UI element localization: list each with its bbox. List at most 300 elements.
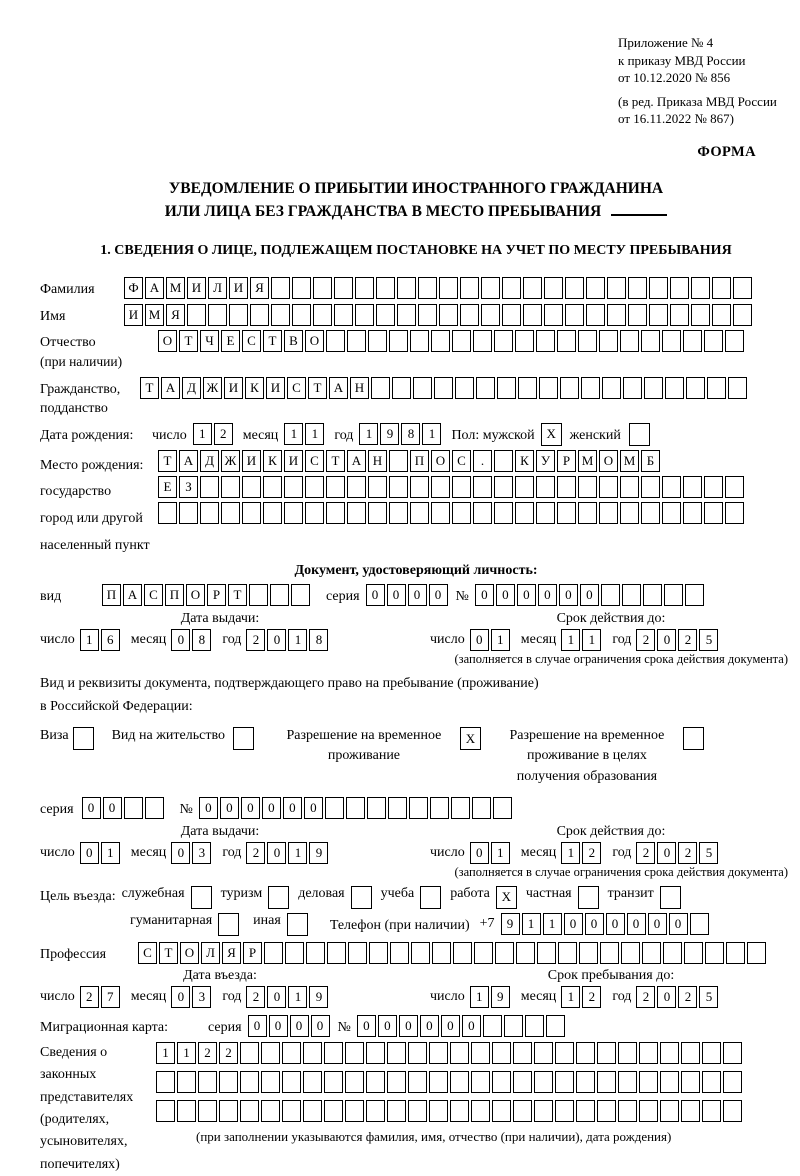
char-cell[interactable] (291, 584, 310, 606)
char-cell[interactable]: 2 (80, 986, 99, 1008)
char-cell[interactable] (324, 1071, 343, 1093)
char-cell[interactable]: 0 (387, 584, 406, 606)
char-cell[interactable] (418, 277, 437, 299)
char-cell[interactable]: 0 (241, 797, 260, 819)
char-cell[interactable]: 1 (470, 986, 489, 1008)
char-cell[interactable] (723, 1071, 742, 1093)
char-cell[interactable]: 1 (177, 1042, 196, 1064)
char-cell[interactable] (368, 330, 387, 352)
char-cell[interactable]: И (266, 377, 285, 399)
char-cell[interactable] (177, 1100, 196, 1122)
char-cell[interactable]: 0 (627, 913, 646, 935)
char-cell[interactable] (536, 330, 555, 352)
char-cell[interactable] (198, 1100, 217, 1122)
char-cell[interactable]: И (284, 450, 303, 472)
char-cell[interactable] (644, 377, 663, 399)
char-cell[interactable] (473, 502, 492, 524)
char-cell[interactable]: 0 (269, 1015, 288, 1037)
char-cell[interactable] (641, 330, 660, 352)
char-cell[interactable]: Ж (203, 377, 222, 399)
char-cell[interactable]: 0 (408, 584, 427, 606)
char-cell[interactable]: 0 (220, 797, 239, 819)
char-cell[interactable] (410, 476, 429, 498)
char-cell[interactable]: Р (207, 584, 226, 606)
char-cell[interactable] (578, 476, 597, 498)
char-cell[interactable] (376, 277, 395, 299)
char-cell[interactable] (639, 1100, 658, 1122)
char-cell[interactable] (313, 304, 332, 326)
char-cell[interactable]: 2 (246, 629, 265, 651)
char-cell[interactable] (366, 1042, 385, 1064)
char-cell[interactable] (345, 1100, 364, 1122)
char-cell[interactable] (326, 502, 345, 524)
char-cell[interactable] (599, 330, 618, 352)
char-cell[interactable] (663, 942, 682, 964)
char-cell[interactable] (410, 330, 429, 352)
char-cell[interactable]: 1 (305, 423, 324, 445)
char-cell[interactable]: Н (368, 450, 387, 472)
char-cell[interactable] (660, 1071, 679, 1093)
char-cell[interactable] (261, 1042, 280, 1064)
char-cell[interactable]: 0 (283, 797, 302, 819)
char-cell[interactable]: 0 (267, 629, 286, 651)
char-cell[interactable] (544, 304, 563, 326)
char-cell[interactable]: З (179, 476, 198, 498)
char-cell[interactable]: 1 (561, 629, 580, 651)
char-cell[interactable]: 8 (192, 629, 211, 651)
char-cell[interactable]: М (166, 277, 185, 299)
char-cell[interactable] (408, 1071, 427, 1093)
char-cell[interactable] (452, 476, 471, 498)
checkbox-transit[interactable] (660, 886, 681, 909)
char-cell[interactable]: Р (243, 942, 262, 964)
char-cell[interactable] (513, 1071, 532, 1093)
char-cell[interactable]: 0 (462, 1015, 481, 1037)
char-cell[interactable]: 5 (699, 842, 718, 864)
char-cell[interactable] (495, 942, 514, 964)
char-cell[interactable] (345, 1042, 364, 1064)
char-cell[interactable] (681, 1071, 700, 1093)
char-cell[interactable]: 0 (470, 842, 489, 864)
char-cell[interactable]: М (578, 450, 597, 472)
char-cell[interactable] (429, 1100, 448, 1122)
char-cell[interactable]: А (329, 377, 348, 399)
char-cell[interactable]: Ч (200, 330, 219, 352)
char-cell[interactable] (219, 1100, 238, 1122)
char-cell[interactable] (450, 1071, 469, 1093)
char-cell[interactable]: 1 (561, 842, 580, 864)
char-cell[interactable] (471, 1071, 490, 1093)
char-cell[interactable]: 2 (582, 986, 601, 1008)
char-cell[interactable] (305, 476, 324, 498)
char-cell[interactable] (303, 1042, 322, 1064)
char-cell[interactable]: 0 (103, 797, 122, 819)
char-cell[interactable] (347, 330, 366, 352)
char-cell[interactable] (513, 1100, 532, 1122)
char-cell[interactable] (515, 502, 534, 524)
char-cell[interactable] (725, 502, 744, 524)
char-cell[interactable]: И (187, 277, 206, 299)
char-cell[interactable] (518, 377, 537, 399)
char-cell[interactable]: 2 (678, 842, 697, 864)
char-cell[interactable]: 0 (606, 913, 625, 935)
char-cell[interactable] (471, 1042, 490, 1064)
char-cell[interactable]: Е (221, 330, 240, 352)
char-cell[interactable]: М (145, 304, 164, 326)
char-cell[interactable] (681, 1100, 700, 1122)
char-cell[interactable] (292, 277, 311, 299)
char-cell[interactable]: 1 (561, 986, 580, 1008)
char-cell[interactable]: 2 (636, 629, 655, 651)
char-cell[interactable] (555, 1100, 574, 1122)
char-cell[interactable]: 0 (648, 913, 667, 935)
char-cell[interactable]: 0 (357, 1015, 376, 1037)
char-cell[interactable] (326, 476, 345, 498)
checkbox-temporary-residence[interactable]: X (460, 727, 481, 750)
char-cell[interactable]: 0 (366, 584, 385, 606)
char-cell[interactable]: 1 (101, 842, 120, 864)
char-cell[interactable] (702, 1071, 721, 1093)
char-cell[interactable] (179, 502, 198, 524)
char-cell[interactable] (453, 942, 472, 964)
char-cell[interactable]: С (242, 330, 261, 352)
char-cell[interactable]: Р (557, 450, 576, 472)
char-cell[interactable] (597, 1071, 616, 1093)
char-cell[interactable]: А (347, 450, 366, 472)
char-cell[interactable] (601, 584, 620, 606)
char-cell[interactable] (282, 1071, 301, 1093)
char-cell[interactable] (643, 584, 662, 606)
char-cell[interactable]: 0 (304, 797, 323, 819)
char-cell[interactable] (282, 1100, 301, 1122)
char-cell[interactable] (334, 304, 353, 326)
char-cell[interactable] (685, 584, 704, 606)
char-cell[interactable]: 2 (678, 986, 697, 1008)
char-cell[interactable] (187, 304, 206, 326)
char-cell[interactable] (670, 304, 689, 326)
char-cell[interactable] (242, 476, 261, 498)
char-cell[interactable]: 0 (669, 913, 688, 935)
char-cell[interactable]: 1 (288, 629, 307, 651)
char-cell[interactable]: 0 (267, 842, 286, 864)
char-cell[interactable]: 3 (192, 842, 211, 864)
char-cell[interactable] (704, 502, 723, 524)
char-cell[interactable] (539, 377, 558, 399)
char-cell[interactable] (639, 1042, 658, 1064)
char-cell[interactable] (555, 1042, 574, 1064)
char-cell[interactable] (599, 502, 618, 524)
char-cell[interactable] (471, 1100, 490, 1122)
char-cell[interactable]: 0 (429, 584, 448, 606)
char-cell[interactable]: Т (228, 584, 247, 606)
char-cell[interactable]: Т (263, 330, 282, 352)
char-cell[interactable]: 9 (501, 913, 520, 935)
char-cell[interactable] (525, 1015, 544, 1037)
char-cell[interactable] (271, 304, 290, 326)
char-cell[interactable] (620, 476, 639, 498)
char-cell[interactable] (618, 1071, 637, 1093)
char-cell[interactable] (726, 942, 745, 964)
checkbox-official[interactable] (191, 886, 212, 909)
char-cell[interactable] (725, 330, 744, 352)
char-cell[interactable]: Л (208, 277, 227, 299)
char-cell[interactable] (581, 377, 600, 399)
char-cell[interactable] (599, 476, 618, 498)
char-cell[interactable] (285, 942, 304, 964)
char-cell[interactable]: И (124, 304, 143, 326)
char-cell[interactable] (397, 277, 416, 299)
char-cell[interactable]: 0 (80, 842, 99, 864)
char-cell[interactable]: 1 (80, 629, 99, 651)
char-cell[interactable]: 0 (82, 797, 101, 819)
char-cell[interactable] (607, 304, 626, 326)
char-cell[interactable] (576, 1071, 595, 1093)
char-cell[interactable] (124, 797, 143, 819)
checkbox-private[interactable] (578, 886, 599, 909)
char-cell[interactable] (355, 277, 374, 299)
char-cell[interactable] (733, 304, 752, 326)
char-cell[interactable] (305, 502, 324, 524)
char-cell[interactable] (620, 502, 639, 524)
char-cell[interactable]: Я (166, 304, 185, 326)
char-cell[interactable]: 1 (522, 913, 541, 935)
char-cell[interactable] (641, 476, 660, 498)
char-cell[interactable] (263, 502, 282, 524)
char-cell[interactable] (607, 277, 626, 299)
char-cell[interactable]: 1 (284, 423, 303, 445)
char-cell[interactable]: 1 (193, 423, 212, 445)
char-cell[interactable] (483, 1015, 502, 1037)
char-cell[interactable] (306, 942, 325, 964)
char-cell[interactable] (618, 1042, 637, 1064)
char-cell[interactable]: 0 (420, 1015, 439, 1037)
char-cell[interactable] (430, 797, 449, 819)
char-cell[interactable]: 1 (288, 842, 307, 864)
char-cell[interactable] (221, 476, 240, 498)
char-cell[interactable]: О (305, 330, 324, 352)
char-cell[interactable]: Т (158, 450, 177, 472)
char-cell[interactable]: . (473, 450, 492, 472)
char-cell[interactable] (684, 942, 703, 964)
char-cell[interactable]: 8 (309, 629, 328, 651)
char-cell[interactable] (460, 277, 479, 299)
char-cell[interactable] (702, 1042, 721, 1064)
char-cell[interactable]: А (179, 450, 198, 472)
char-cell[interactable] (429, 1071, 448, 1093)
char-cell[interactable] (642, 942, 661, 964)
char-cell[interactable] (284, 502, 303, 524)
char-cell[interactable] (324, 1100, 343, 1122)
char-cell[interactable] (628, 277, 647, 299)
char-cell[interactable] (397, 304, 416, 326)
char-cell[interactable] (368, 476, 387, 498)
char-cell[interactable]: П (102, 584, 121, 606)
char-cell[interactable] (450, 1042, 469, 1064)
char-cell[interactable] (597, 1042, 616, 1064)
char-cell[interactable] (326, 330, 345, 352)
checkbox-visa[interactable] (73, 727, 94, 750)
char-cell[interactable] (597, 1100, 616, 1122)
char-cell[interactable] (368, 502, 387, 524)
char-cell[interactable]: Л (201, 942, 220, 964)
char-cell[interactable]: П (165, 584, 184, 606)
char-cell[interactable]: 2 (246, 842, 265, 864)
char-cell[interactable] (476, 377, 495, 399)
char-cell[interactable]: 0 (517, 584, 536, 606)
char-cell[interactable]: 0 (171, 986, 190, 1008)
char-cell[interactable] (690, 913, 709, 935)
char-cell[interactable] (472, 797, 491, 819)
char-cell[interactable]: Д (200, 450, 219, 472)
char-cell[interactable]: 2 (636, 986, 655, 1008)
char-cell[interactable]: А (123, 584, 142, 606)
char-cell[interactable]: Е (158, 476, 177, 498)
char-cell[interactable] (303, 1071, 322, 1093)
char-cell[interactable] (670, 277, 689, 299)
char-cell[interactable]: 1 (543, 913, 562, 935)
char-cell[interactable] (249, 584, 268, 606)
char-cell[interactable] (557, 476, 576, 498)
char-cell[interactable] (492, 1042, 511, 1064)
char-cell[interactable]: Я (250, 277, 269, 299)
char-cell[interactable]: 9 (309, 986, 328, 1008)
char-cell[interactable] (494, 476, 513, 498)
char-cell[interactable]: К (515, 450, 534, 472)
char-cell[interactable] (388, 797, 407, 819)
char-cell[interactable] (327, 942, 346, 964)
char-cell[interactable] (704, 330, 723, 352)
char-cell[interactable]: 0 (559, 584, 578, 606)
char-cell[interactable] (586, 304, 605, 326)
char-cell[interactable] (504, 1015, 523, 1037)
char-cell[interactable] (664, 584, 683, 606)
char-cell[interactable] (513, 1042, 532, 1064)
char-cell[interactable]: Д (182, 377, 201, 399)
char-cell[interactable]: 2 (636, 842, 655, 864)
char-cell[interactable]: 2 (214, 423, 233, 445)
char-cell[interactable] (516, 942, 535, 964)
char-cell[interactable] (578, 330, 597, 352)
char-cell[interactable]: Б (641, 450, 660, 472)
char-cell[interactable] (473, 476, 492, 498)
char-cell[interactable] (334, 277, 353, 299)
char-cell[interactable]: 1 (288, 986, 307, 1008)
char-cell[interactable]: 0 (311, 1015, 330, 1037)
char-cell[interactable] (723, 1100, 742, 1122)
char-cell[interactable] (389, 502, 408, 524)
char-cell[interactable] (432, 942, 451, 964)
char-cell[interactable] (560, 377, 579, 399)
char-cell[interactable]: У (536, 450, 555, 472)
char-cell[interactable] (686, 377, 705, 399)
char-cell[interactable] (439, 304, 458, 326)
char-cell[interactable] (579, 942, 598, 964)
char-cell[interactable]: 0 (290, 1015, 309, 1037)
char-cell[interactable] (600, 942, 619, 964)
char-cell[interactable] (303, 1100, 322, 1122)
char-cell[interactable] (324, 1042, 343, 1064)
char-cell[interactable]: 7 (101, 986, 120, 1008)
checkbox-humanitarian[interactable] (218, 913, 239, 936)
char-cell[interactable] (494, 330, 513, 352)
char-cell[interactable] (455, 377, 474, 399)
char-cell[interactable] (473, 330, 492, 352)
char-cell[interactable] (707, 377, 726, 399)
char-cell[interactable] (733, 277, 752, 299)
char-cell[interactable] (408, 1042, 427, 1064)
char-cell[interactable]: М (620, 450, 639, 472)
char-cell[interactable] (431, 476, 450, 498)
char-cell[interactable]: 1 (156, 1042, 175, 1064)
char-cell[interactable] (156, 1100, 175, 1122)
char-cell[interactable]: О (599, 450, 618, 472)
char-cell[interactable] (371, 377, 390, 399)
char-cell[interactable]: 0 (564, 913, 583, 935)
char-cell[interactable] (284, 476, 303, 498)
char-cell[interactable]: П (410, 450, 429, 472)
char-cell[interactable]: 1 (422, 423, 441, 445)
char-cell[interactable]: 0 (585, 913, 604, 935)
char-cell[interactable]: 0 (538, 584, 557, 606)
char-cell[interactable]: 1 (491, 842, 510, 864)
char-cell[interactable] (681, 1042, 700, 1064)
char-cell[interactable]: К (245, 377, 264, 399)
char-cell[interactable] (515, 476, 534, 498)
char-cell[interactable] (263, 476, 282, 498)
char-cell[interactable] (367, 797, 386, 819)
char-cell[interactable]: С (138, 942, 157, 964)
char-cell[interactable]: 0 (262, 797, 281, 819)
char-cell[interactable]: Т (179, 330, 198, 352)
char-cell[interactable] (240, 1071, 259, 1093)
checkbox-male[interactable]: X (541, 423, 562, 446)
char-cell[interactable] (240, 1042, 259, 1064)
char-cell[interactable]: 0 (378, 1015, 397, 1037)
char-cell[interactable] (705, 942, 724, 964)
char-cell[interactable] (264, 942, 283, 964)
char-cell[interactable] (325, 797, 344, 819)
char-cell[interactable] (387, 1071, 406, 1093)
char-cell[interactable]: Т (159, 942, 178, 964)
char-cell[interactable] (662, 476, 681, 498)
char-cell[interactable] (451, 797, 470, 819)
char-cell[interactable] (497, 377, 516, 399)
char-cell[interactable] (621, 942, 640, 964)
char-cell[interactable]: 0 (248, 1015, 267, 1037)
char-cell[interactable]: 0 (199, 797, 218, 819)
char-cell[interactable] (639, 1071, 658, 1093)
char-cell[interactable] (389, 330, 408, 352)
checkbox-study[interactable] (420, 886, 441, 909)
char-cell[interactable]: 0 (496, 584, 515, 606)
char-cell[interactable] (622, 584, 641, 606)
char-cell[interactable] (376, 304, 395, 326)
char-cell[interactable]: 0 (399, 1015, 418, 1037)
char-cell[interactable] (431, 502, 450, 524)
char-cell[interactable] (502, 277, 521, 299)
char-cell[interactable] (387, 1042, 406, 1064)
char-cell[interactable]: 2 (678, 629, 697, 651)
char-cell[interactable]: 5 (699, 986, 718, 1008)
char-cell[interactable]: Т (140, 377, 159, 399)
char-cell[interactable] (410, 502, 429, 524)
char-cell[interactable] (158, 502, 177, 524)
char-cell[interactable]: 0 (441, 1015, 460, 1037)
char-cell[interactable] (145, 797, 164, 819)
char-cell[interactable] (355, 304, 374, 326)
char-cell[interactable]: 0 (657, 986, 676, 1008)
char-cell[interactable]: О (158, 330, 177, 352)
